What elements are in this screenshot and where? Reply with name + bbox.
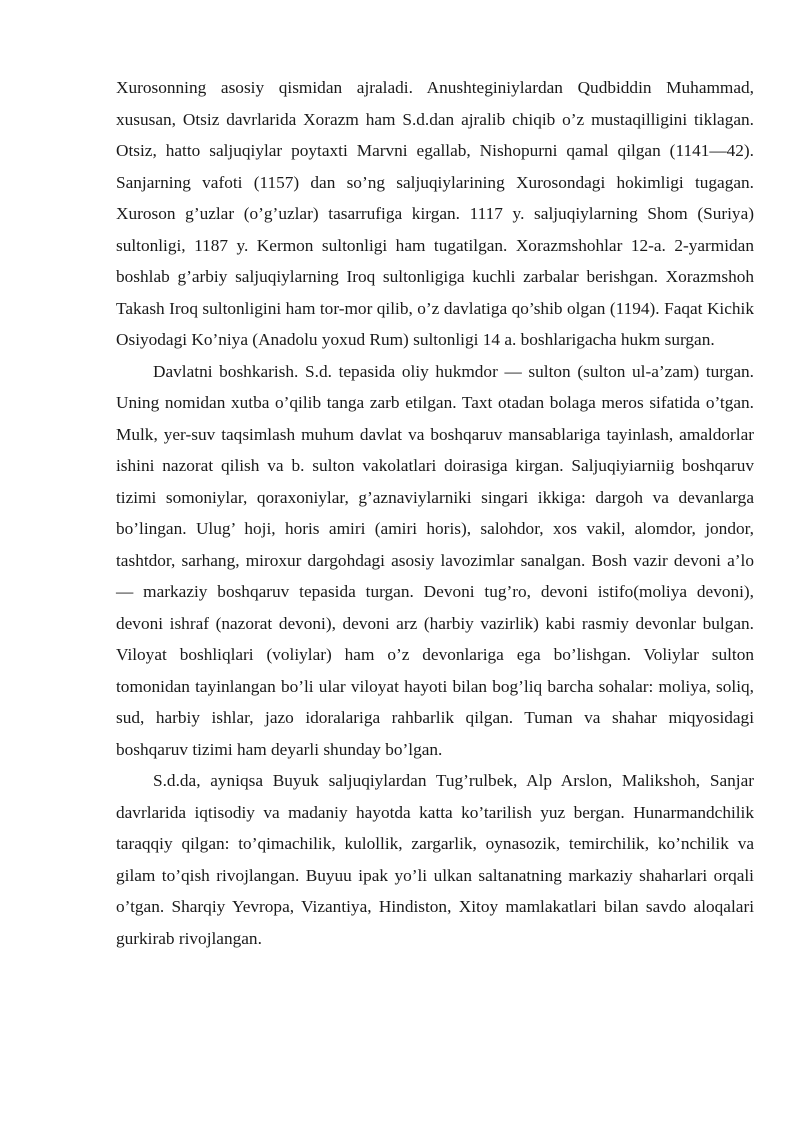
paragraph-continued: Xurosonning asosiy qismidan ajraladi. Anushteginiylardan Qudbiddin Muhammad, xususan, Otsiz davrlarida Xorazm ham S.d.dan ajralib chiqib o’z mustaqilligini tiklagan. Otsiz, hatto saljuqiylar poytaxti Marvni egallab, Nishopurni qamal qilgan (1141—42). Sanjarning vafoti (1157) dan so’ng saljuqiylarining Xurosondagi hokimligi tugagan. Xuroson g’uzlar (o’g’uzlar) tasarrufiga kirgan. 1117 y. saljuqiylarning Shom (Suriya) sultonligi, 1187 y. Kermon sultonligi ham tugatilgan. Xorazmshohlar 12-a. 2-yarmidan boshlab g’arbiy saljuqiylarning Iroq sultonligiga kuchli zarbalar berishgan. Xorazmshoh Takash Iroq sultonligini ham tor-mor qilib, o’z davlatiga qo’shib olgan (1194). Faqat Kichik Osiyodagi Ko’niya (Anadolu yoxud Rum) sultonligi 14 a. boshlarigacha hukm surgan. [116, 78, 754, 349]
document-body [116, 72, 754, 954]
paragraph-economy: S.d.da, ayniqsa Buyuk saljuqiylardan Tug’rulbek, Alp Arslon, Malikshoh, Sanjar davrlarida iqtisodiy va madaniy hayotda katta ko’tarilish yuz bergan. Hunarmandchilik taraqqiy qilgan: to’qimachilik, kulollik, zargarlik, oynasozik, temirchilik, ko’nchilik va gilam to’qish rivojlangan. Buyuu ipak yo’li ulkan saltanatning markaziy shaharlari orqali o’tgan. Sharqiy Yevropa, Vizantiya, Hindiston, Xitoy mamlakatlari bilan savdo aloqalari gurkirab rivojlangan. [116, 771, 754, 948]
paragraph-state-administration: Davlatni boshkarish. S.d. tepasida oliy hukmdor — sulton (sulton ul-a’zam) turgan. Uning nomidan xutba o’qilib tanga zarb etilgan. Taxt otadan bolaga meros sifatida o’tgan. Mulk, yer-suv taqsimlash muhum davlat va boshqaruv mansablariga tayinlash, amaldorlar ishini nazorat qilish va b. sulton vakolatlari doirasiga kirgan. Saljuqiyiarniig boshqaruv tizimi somoniylar, qoraxoniylar, g’aznaviylarniki singari ikkiga: dargoh va devanlarga bo’lingan. Ulug’ hoji, horis amiri (amiri horis), salohdor, xos vakil, alomdor, jondor, tashtdor, sarhang, miroxur dargohdagi asosiy lavozimlar sanalgan. Bosh vazir devoni a’lo — markaziy boshqaruv tepasida turgan. Devoni tug’ro, devoni istifo(moliya devoni), devoni ishraf (nazorat devoni), devoni arz (harbiy vazirlik) kabi rasmiy devonlar bulgan. Viloyat boshliqlari (voliylar) ham o’z devonlariga ega bo’lishgan. Voliylar sulton tomonidan tayinlangan bo’li ular viloyat hayoti bilan bog’liq barcha sohalar: moliya, soliq, sud, harbiy ishlar, jazo idoralariga rahbarlik qilgan. Tuman va shahar miqyosidagi boshqaruv tizimi ham deyarli shunday bo’lgan. [116, 361, 754, 759]
